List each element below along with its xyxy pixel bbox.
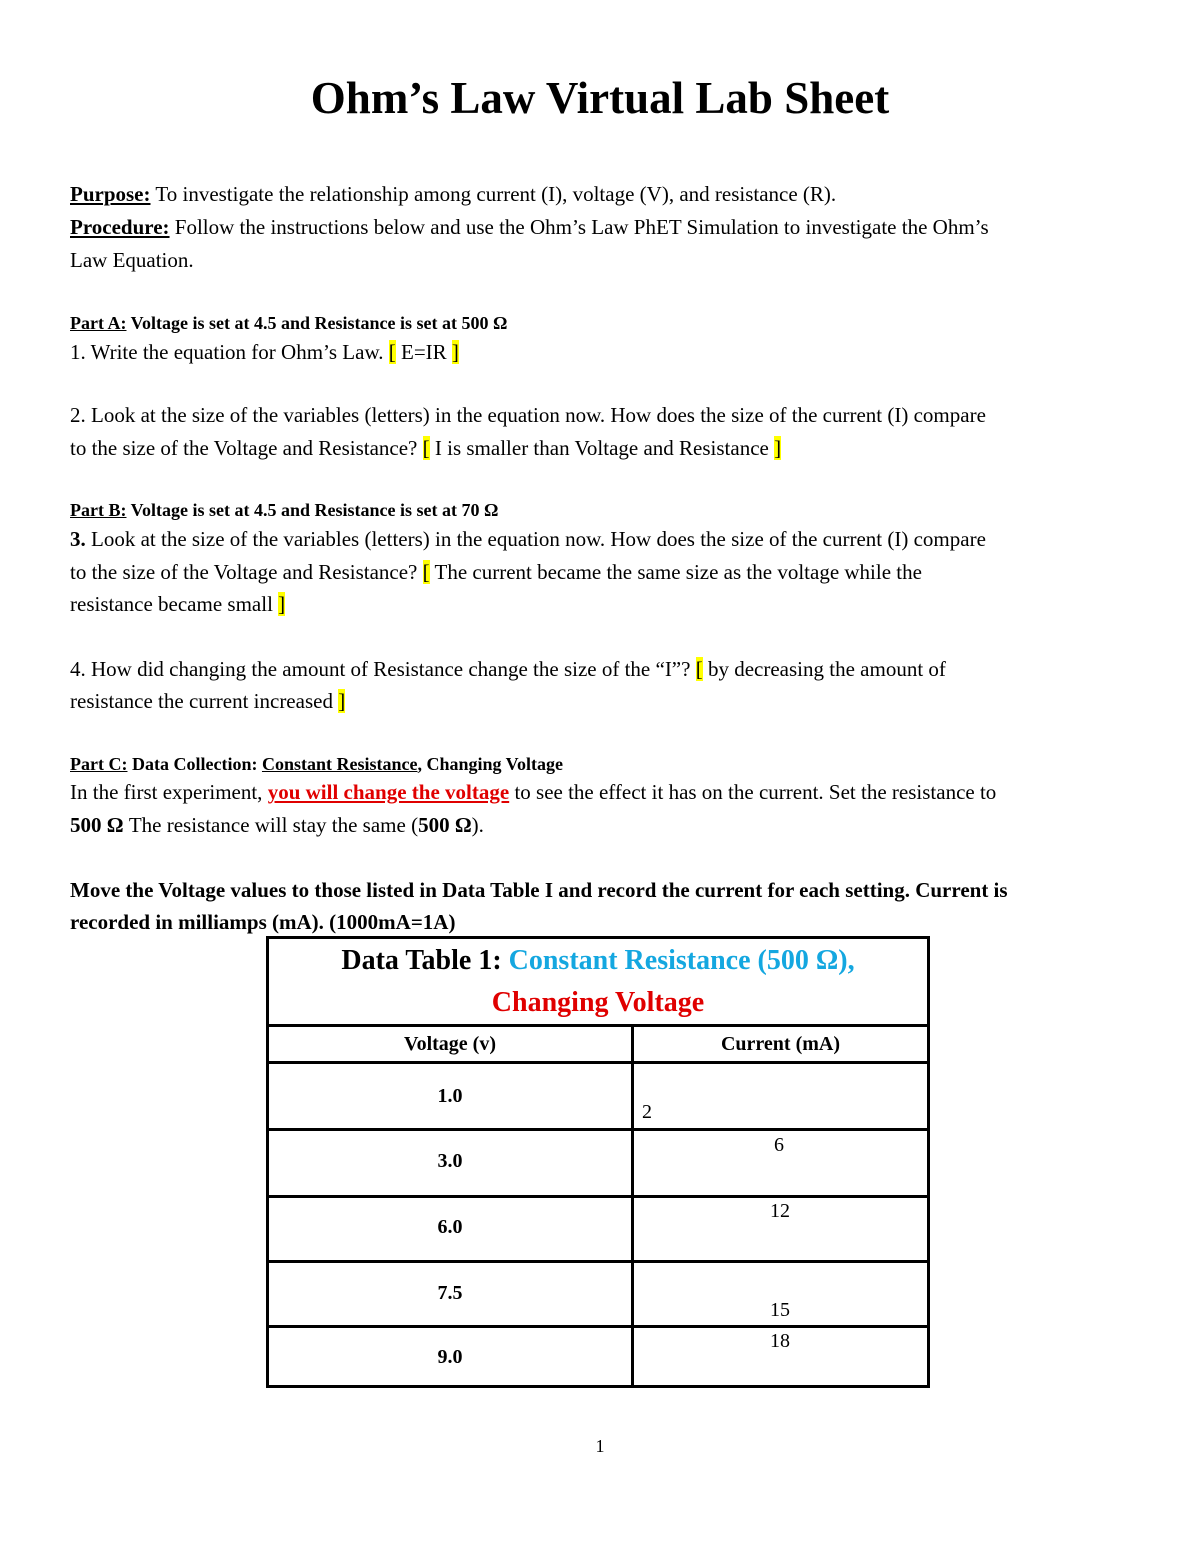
q1-text: 1. Write the equation for Ohm’s Law. (70, 340, 389, 364)
intro-red-text: you will change the voltage (267, 780, 510, 804)
q2-answer[interactable]: I is smaller than Voltage and Resistance (429, 436, 775, 460)
question-4-line-2 (70, 688, 345, 714)
q4-open-bracket: [ (695, 657, 703, 681)
intro-2d: ). (471, 813, 484, 837)
q3-text-2: to the size of the Voltage and Resistance? (70, 560, 423, 584)
current-cell[interactable]: 15 (770, 1299, 790, 1321)
voltage-cell: 1.0 (437, 1085, 463, 1107)
q3-answer-2[interactable]: resistance became small (70, 592, 279, 616)
part-b-desc: Voltage is set at 4.5 and Resistance is set at 70 Ω (126, 500, 499, 520)
q3-text-1: Look at the size of the variables (letters) in the equation now. How does the size of the current (I) compare (85, 527, 986, 551)
q4-answer-1[interactable]: by decreasing the amount of (702, 657, 946, 681)
part-c-desc-1: Data Collection: (127, 754, 262, 774)
caption-prefix: Data Table 1: (341, 945, 509, 976)
part-a-heading (70, 310, 507, 336)
table-row (269, 1131, 927, 1198)
voltage-cell: 7.5 (437, 1282, 463, 1304)
current-cell[interactable]: 2 (642, 1101, 652, 1123)
voltage-cell: 6.0 (437, 1216, 463, 1238)
table-row (269, 1328, 927, 1385)
part-c-intro-2 (70, 812, 484, 838)
q2-close-bracket: ] (774, 436, 782, 460)
intro-2a: 500 Ω (70, 813, 124, 837)
data-table-1 (266, 936, 930, 1388)
question-4-line-1 (70, 656, 946, 682)
voltage-cell: 3.0 (437, 1150, 463, 1172)
page-number: 1 (595, 1436, 605, 1456)
part-b-heading (70, 497, 498, 523)
q3-answer-1[interactable]: The current became the same size as the voltage while the (429, 560, 922, 584)
table-row (269, 1198, 927, 1263)
q1-open-bracket: [ (388, 340, 396, 364)
current-cell[interactable]: 18 (770, 1330, 790, 1352)
q4-close-bracket: ] (338, 689, 346, 713)
part-b-label: Part B: (70, 500, 127, 520)
purpose-text: To investigate the relationship among current (I), voltage (V), and resistance (R). (150, 182, 837, 206)
purpose-label: Purpose: (70, 182, 151, 206)
table-header-row (269, 1027, 927, 1064)
part-c-desc-3: , Changing Voltage (417, 754, 564, 774)
procedure-text-1: Follow the instructions below and use the Ohm’s Law PhET Simulation to investigate the Ohm’s (169, 215, 989, 239)
column-header-voltage: Voltage (v) (403, 1033, 497, 1055)
part-c-intro-1 (70, 779, 996, 805)
q4-text: 4. How did changing the amount of Resistance change the size of the “I”? (70, 657, 696, 681)
instructions-line-1: Move the Voltage values to those listed in Data Table I and record the current for each setting. Current is (70, 878, 1008, 902)
q3-number: 3. (70, 527, 86, 551)
table-caption-line-1 (269, 945, 927, 977)
q1-answer[interactable]: E=IR (395, 340, 452, 364)
question-3-line-1 (70, 526, 986, 552)
intro-2c: 500 Ω (418, 813, 472, 837)
q2-text: to the size of the Voltage and Resistance? (70, 436, 423, 460)
question-3-line-2 (70, 559, 922, 585)
part-c-label: Part C: (70, 754, 128, 774)
q4-answer-2[interactable]: resistance the current increased (70, 689, 339, 713)
part-c-heading (70, 751, 563, 777)
part-c-desc-2: Constant Resistance (261, 754, 418, 774)
procedure-text-2: Law Equation. (70, 248, 194, 272)
caption-changing-voltage: Changing Voltage (491, 987, 705, 1018)
current-cell[interactable]: 6 (774, 1134, 784, 1156)
caption-constant-resistance: Constant Resistance (500 Ω) (508, 945, 848, 976)
instructions-line-2: recorded in milliamps (mA). (1000mA=1A) (70, 910, 456, 934)
part-a-desc: Voltage is set at 4.5 and Resistance is set at 500 Ω (126, 313, 508, 333)
question-3-line-3 (70, 591, 285, 617)
table-caption (269, 939, 927, 1027)
purpose-line (70, 181, 836, 207)
question-2-line-1: 2. Look at the size of the variables (letters) in the equation now. How does the size of the current (I) compare (70, 403, 986, 427)
intro-1a: In the first experiment, (70, 780, 268, 804)
part-a-label: Part A: (70, 313, 127, 333)
q2-open-bracket: [ (422, 436, 430, 460)
intro-1b: to see the effect it has on the current. Set the resistance to (509, 780, 997, 804)
table-row (269, 1263, 927, 1328)
intro-2b: The resistance will stay the same ( (123, 813, 419, 837)
page-title: Ohm’s Law Virtual Lab Sheet (310, 73, 890, 123)
question-2-line-2 (70, 435, 781, 461)
q3-close-bracket: ] (278, 592, 286, 616)
voltage-cell: 9.0 (437, 1346, 463, 1368)
caption-comma: , (847, 945, 855, 976)
current-cell[interactable]: 12 (770, 1200, 790, 1222)
q1-close-bracket: ] (451, 340, 459, 364)
question-1 (70, 339, 459, 365)
table-row (269, 1064, 927, 1131)
procedure-line (70, 214, 989, 240)
column-header-current: Current (mA) (720, 1033, 841, 1055)
procedure-label: Procedure: (70, 215, 170, 239)
q3-open-bracket: [ (422, 560, 430, 584)
